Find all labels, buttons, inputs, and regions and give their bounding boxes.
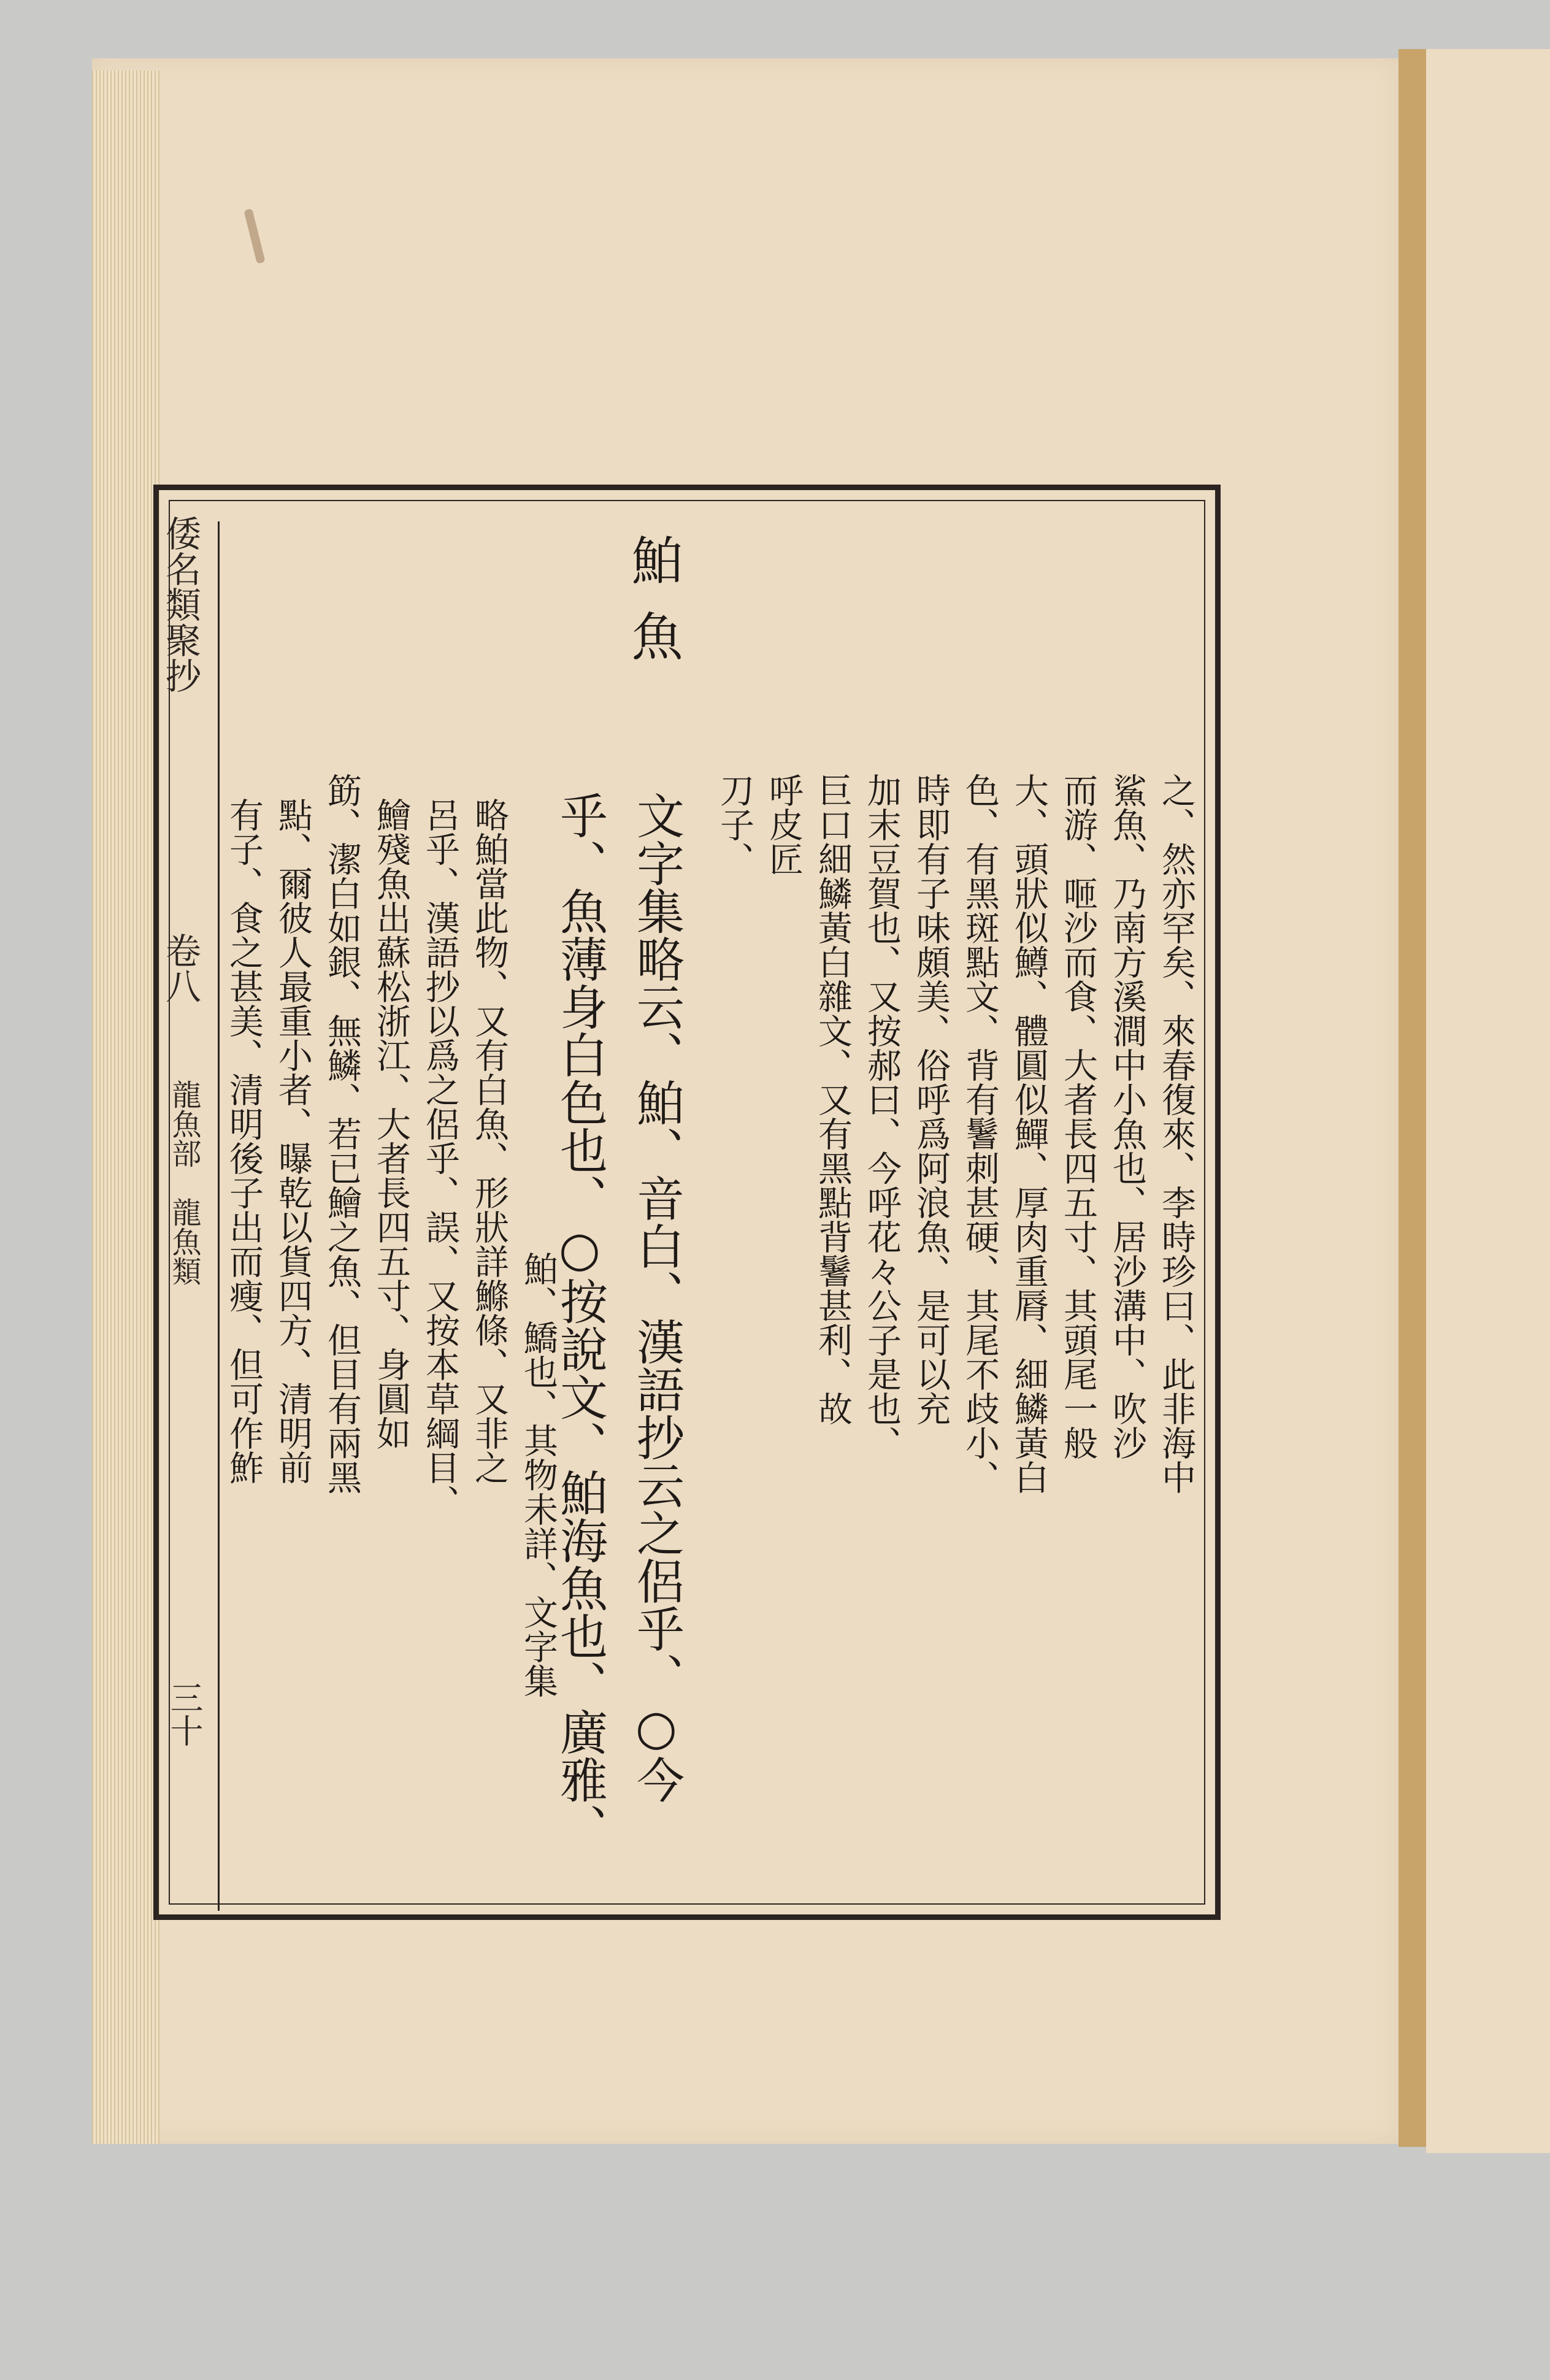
note-column-3: 呂乎、漢語抄以爲之侶乎、誤、又按本草綱目、: [420, 797, 460, 1519]
note-column-1: 鮊、鱎也、其物未詳、文字集: [518, 1251, 558, 1698]
entry-heading: 鮊魚: [623, 534, 683, 686]
book-title: 倭名類聚抄: [159, 515, 201, 693]
note-column-7: 有子、食之甚美、清明後子出而瘦、但可作鮓: [224, 797, 264, 1484]
page-edges: [92, 71, 159, 2144]
next-page-edge: [1426, 49, 1550, 2153]
text-column-10: 刀子、: [715, 773, 754, 876]
text-column-4: 大、頭狀似鱒、體圓似鱓、厚肉重脣、細鱗黃白: [1009, 773, 1049, 1494]
text-column-8: 巨口細鱗黃白雜文、又有黑點背鬐甚利、故: [813, 773, 853, 1426]
note-column-5: 筯、潔白如銀、無鱗、若已鱠之魚、但目有兩黑: [322, 773, 362, 1494]
volume-label: 卷八: [159, 932, 201, 1004]
entry-column-2: 乎、魚薄身白色也、○按說文、鮊海魚也、廣雅、: [552, 791, 607, 1851]
section-label: 龍魚部 龍魚類: [167, 1080, 201, 1286]
binding-gutter: [1398, 49, 1426, 2147]
text-column-1: 之、然亦罕矣、來春復來、李時珍曰、此非海中: [1156, 773, 1196, 1494]
text-column-3: 而游、咂沙而食、大者長四五寸、其頭尾一般: [1058, 773, 1098, 1460]
text-column-9: 呼皮匠: [764, 773, 804, 876]
text-column-2: 鯊魚、乃南方溪澗中小魚也、居沙溝中、吹沙: [1107, 773, 1147, 1460]
note-column-6: 點、爾彼人最重小者、曝乾以貨四方、清明前: [273, 797, 313, 1484]
page-number: 三十: [165, 1681, 204, 1747]
text-column-6: 時即有子味頗美、俗呼爲阿浪魚、是可以充: [911, 773, 951, 1426]
margin-rule: [218, 521, 220, 1911]
entry-column-1: 文字集略云、鮊、音白、漢語抄云之侶乎、○今: [629, 791, 684, 1803]
note-column-2: 略鮊當此物、又有白魚、形狀詳鰷條、又非之: [469, 797, 509, 1484]
text-column-7: 加末豆賀也、又按郝曰、今呼花々公子是也、: [862, 773, 902, 1460]
text-column-5: 色、有黑斑點文、背有鬐刺甚硬、其尾不歧小、: [960, 773, 1000, 1494]
note-column-4: 鱠殘魚出蘇松浙江、大者長四五寸、身圓如: [371, 797, 411, 1450]
